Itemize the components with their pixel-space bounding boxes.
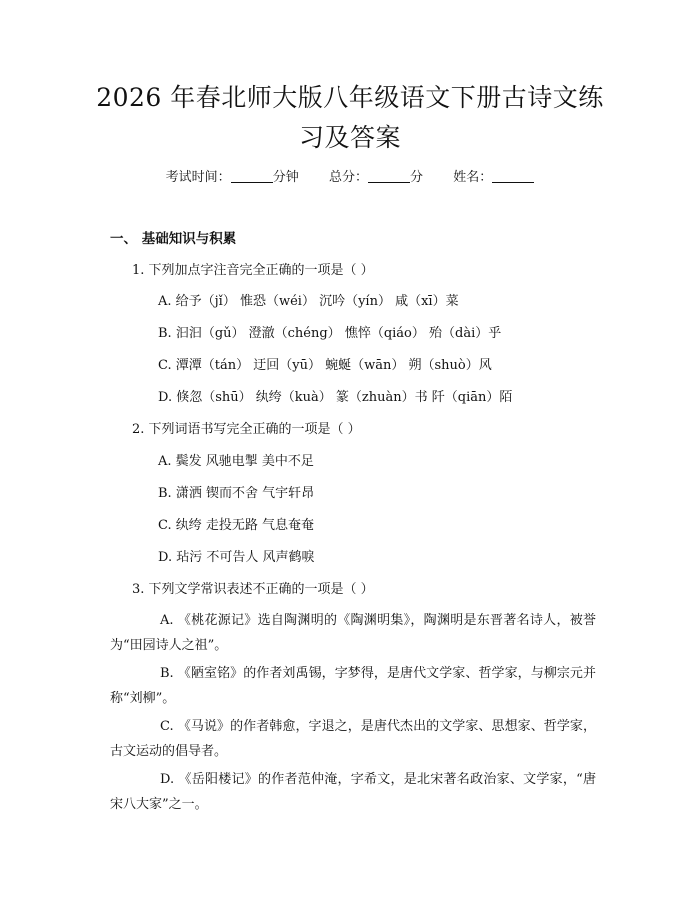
- time-unit: 分钟: [272, 170, 299, 185]
- document-title: [80, 78, 620, 158]
- question-3-option-c: C. 《马说》的作者韩愈，字退之，是唐代杰出的文学家、思想家、哲学家，古文运动的倡导者。: [110, 719, 596, 759]
- time-label: 考试时间：: [165, 170, 231, 185]
- name-blank: [492, 168, 534, 183]
- question-1-option-a: A. 给予（jǐ） 惟恐（wéi） 沉吟（yín） 咸（xī）菜: [158, 294, 459, 309]
- question-1-option-d: D. 倏忽（shū） 纨绔（kuà） 篆（zhuàn）书 阡（qiān）陌: [158, 390, 513, 405]
- question-2-option-c: C. 纨绔 走投无路 气息奄奄: [158, 518, 315, 533]
- question-2-option-b: B. 潇洒 锲而不舍 气宇轩昂: [158, 486, 315, 501]
- title-line-2: 习及答案: [298, 123, 401, 152]
- name-label: 姓名：: [453, 170, 493, 185]
- question-2-option-a: A. 鬓发 风驰电掣 美中不足: [158, 454, 314, 469]
- question-2-option-d: D. 玷污 不可告人 风声鹤唳: [158, 550, 315, 565]
- question-3-option-b: B. 《陋室铭》的作者刘禹锡，字梦得，是唐代文学家、哲学家，与柳宗元并称“刘柳”。: [110, 666, 596, 706]
- question-2-stem: 2. 下列词语书写完全正确的一项是（ ）: [132, 422, 361, 437]
- question-1-stem: 1. 下列加点字注音完全正确的一项是（ ）: [132, 263, 374, 278]
- question-3-stem: 3. 下列文学常识表述不正确的一项是（ ）: [132, 582, 374, 597]
- question-1-option-b: B. 汩汩（gǔ） 澄澈（chéng） 憔悴（qiáo） 殆（dài）乎: [158, 326, 502, 341]
- question-3-option-a: A. 《桃花源记》选自陶渊明的《陶渊明集》，陶渊明是东晋著名诗人，被誉为“田园诗人之祖”。: [110, 613, 596, 653]
- score-blank: [368, 168, 410, 183]
- time-blank: [231, 168, 273, 183]
- score-label: 总分：: [328, 170, 368, 185]
- title-line-1: 2026 年春北师大版八年级语文下册古诗文练: [96, 83, 604, 112]
- section-heading: 一、 基础知识与积累: [110, 231, 237, 247]
- question-3-option-d: D. 《岳阳楼记》的作者范仲淹，字希文，是北宋著名政治家、文学家，“唐宋八大家”之一。: [110, 772, 596, 812]
- question-1-option-c: C. 潭潭（tán） 迂回（yū） 蜿蜒（wān） 朔（shuò）风: [158, 358, 492, 373]
- exam-info: [0, 168, 700, 188]
- score-unit: 分: [410, 170, 424, 185]
